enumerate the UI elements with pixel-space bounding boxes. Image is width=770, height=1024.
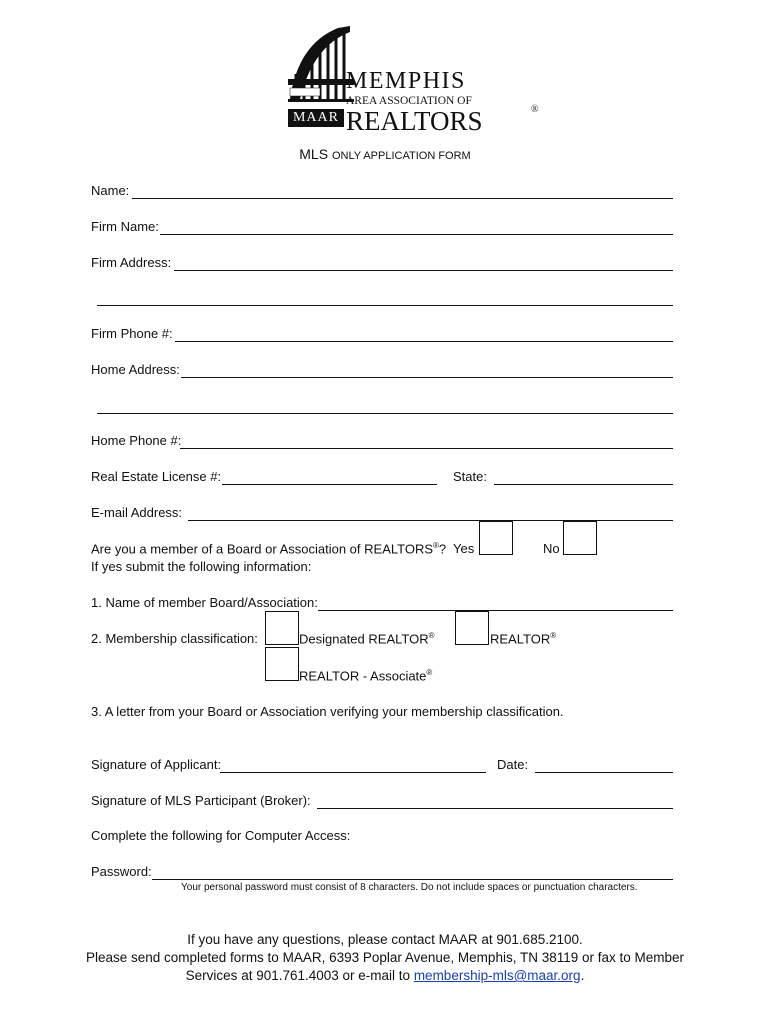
home-address-field[interactable]: [181, 377, 673, 378]
realtor-associate-text: REALTOR - Associate: [299, 668, 427, 684]
member-question: [91, 541, 446, 559]
designated-realtor-checkbox[interactable]: [265, 611, 299, 645]
home-phone-field[interactable]: [180, 448, 673, 449]
firm-name-field[interactable]: [160, 234, 673, 235]
password-field[interactable]: [152, 879, 673, 880]
yes-checkbox[interactable]: [479, 521, 513, 555]
footer-line-2: Please send completed forms to MAAR, 6393 Poplar Avenue, Memphis, TN 38119 or fax to Member: [85, 950, 685, 965]
logo-maar-box: MAAR: [288, 109, 344, 127]
date-field[interactable]: [535, 772, 673, 773]
maar-logo: [288, 24, 539, 136]
email-label: E-mail Address:: [91, 505, 183, 520]
no-checkbox[interactable]: [563, 521, 597, 555]
home-address-label: Home Address:: [91, 362, 180, 377]
logo-line-memphis: MEMPHIS: [346, 68, 466, 94]
logo-registered-mark: ®: [531, 104, 539, 115]
signature-broker-label: Signature of MLS Participant (Broker):: [91, 793, 311, 808]
logo-line-realtors: REALTORS: [346, 106, 483, 136]
state-field[interactable]: [494, 484, 673, 485]
designated-realtor-reg: ®: [428, 631, 435, 640]
designated-realtor-label: [299, 631, 435, 649]
item-2-label: 2. Membership classification:: [91, 631, 258, 646]
form-title: [0, 146, 770, 162]
realtor-text: REALTOR: [490, 631, 551, 647]
realtor-associate-label: [299, 668, 432, 686]
item-3-text: 3. A letter from your Board or Association verifying your membership classification.: [91, 704, 564, 719]
yes-label: Yes: [453, 541, 475, 556]
footer-line-3-prefix: Services at 901.761.4003 or e-mail to: [185, 968, 414, 983]
member-question-mark: ?: [438, 541, 447, 557]
realtor-reg: ®: [550, 631, 557, 640]
firm-phone-label: Firm Phone #:: [91, 326, 173, 341]
password-note: Your personal password must consist of 8 characters. Do not include spaces or punctuation characters.: [181, 882, 638, 893]
signature-applicant-label: Signature of Applicant:: [91, 757, 222, 772]
firm-name-label: Firm Name:: [91, 219, 159, 234]
if-yes-text: If yes submit the following information:: [91, 559, 312, 574]
footer-line-1: If you have any questions, please contact MAAR at 901.685.2100.: [187, 932, 583, 947]
license-field[interactable]: [222, 484, 437, 485]
name-label: Name:: [91, 183, 130, 198]
realtor-label: [490, 631, 556, 649]
no-label: No: [543, 541, 560, 556]
home-address-field-2[interactable]: [97, 413, 673, 414]
realtor-associate-reg: ®: [426, 668, 433, 677]
firm-address-field[interactable]: [174, 270, 673, 271]
designated-realtor-text: Designated REALTOR: [299, 631, 429, 647]
home-phone-label: Home Phone #:: [91, 433, 182, 448]
computer-access-heading: Complete the following for Computer Access:: [91, 828, 351, 843]
footer-line-3: [0, 967, 770, 985]
member-question-reg: ®: [433, 541, 439, 550]
title-rest: ONLY APPLICATION FORM: [331, 150, 471, 162]
password-label: Password:: [91, 864, 152, 879]
title-prefix: MLS: [299, 146, 332, 162]
firm-phone-field[interactable]: [175, 341, 673, 342]
footer: [0, 931, 770, 985]
membership-email-link[interactable]: membership-mls@maar.org: [413, 968, 581, 983]
footer-line-3-suffix: .: [580, 968, 585, 983]
logo-line-association: AREA ASSOCIATION OF: [346, 95, 472, 107]
realtor-associate-checkbox[interactable]: [265, 647, 299, 681]
realtor-checkbox[interactable]: [455, 611, 489, 645]
firm-address-field-2[interactable]: [97, 305, 673, 306]
state-label: State:: [453, 469, 487, 484]
date-label: Date:: [497, 757, 529, 772]
item-1-label: 1. Name of member Board/Association:: [91, 595, 318, 610]
board-association-field[interactable]: [318, 610, 673, 611]
email-field[interactable]: [188, 520, 673, 521]
member-question-text: Are you a member of a Board or Association of REALTORS: [91, 541, 434, 557]
signature-broker-field[interactable]: [317, 808, 673, 809]
firm-address-label: Firm Address:: [91, 255, 172, 270]
license-label: Real Estate License #:: [91, 469, 222, 484]
name-field[interactable]: [132, 198, 673, 199]
signature-applicant-field[interactable]: [220, 772, 486, 773]
